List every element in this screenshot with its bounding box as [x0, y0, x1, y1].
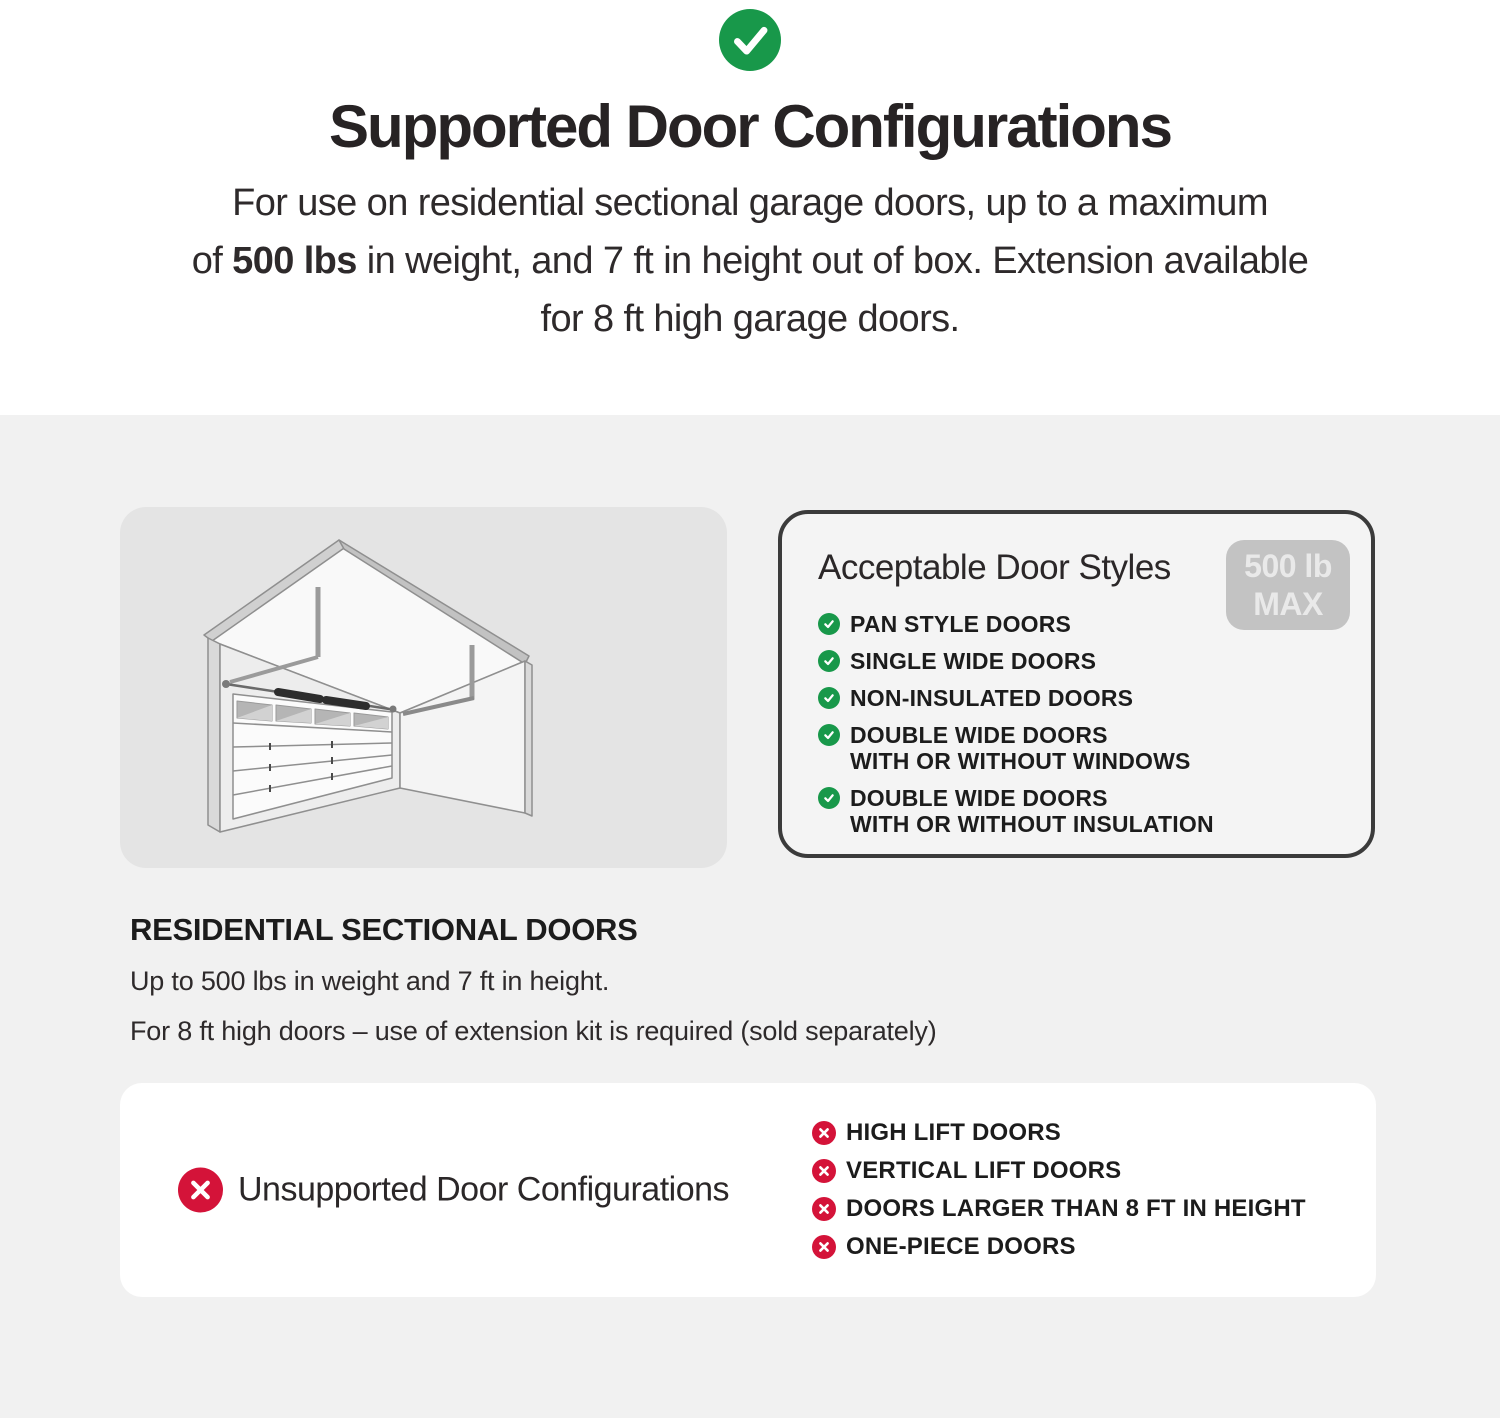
residential-spec-line: Up to 500 lbs in weight and 7 ft in height.	[130, 966, 610, 996]
unsupported-title: Unsupported Door Configurations	[238, 1170, 730, 1209]
right-wall-edge	[525, 661, 532, 816]
residential-extension-line: For 8 ft high doors – use of extension kit is required (sold separately)	[130, 1016, 937, 1046]
acceptable-door-styles-card	[778, 510, 1375, 858]
intro-line-2	[0, 232, 1500, 290]
unsupported-header	[178, 1168, 729, 1213]
max-weight-label: MAX	[1253, 586, 1323, 622]
unsupported-list	[812, 1119, 1306, 1261]
item-label: PAN STYLE DOORS	[850, 611, 1072, 637]
acceptable-list	[818, 611, 1214, 848]
list-item	[812, 1119, 1306, 1147]
item-label: DOUBLE WIDE DOORS	[850, 722, 1108, 748]
item-label: DOUBLE WIDE DOORS	[850, 785, 1108, 811]
details-section	[0, 415, 1500, 1418]
item-label: HIGH LIFT DOORS	[846, 1119, 1061, 1146]
max-weight-badge	[1226, 540, 1350, 630]
list-item	[812, 1233, 1306, 1261]
residential-title: RESIDENTIAL SECTIONAL DOORS	[130, 912, 638, 947]
garage-interior-illustration	[120, 507, 727, 868]
x-icon	[812, 1121, 836, 1145]
item-label-line-2: WITH OR WITHOUT WINDOWS	[850, 748, 1191, 774]
list-item	[818, 785, 1214, 837]
checkmark-glyph	[719, 9, 781, 71]
list-item	[818, 685, 1214, 711]
header-section	[0, 0, 1500, 415]
x-icon	[812, 1235, 836, 1259]
x-icon	[812, 1159, 836, 1183]
garage-structure	[204, 540, 532, 832]
bracket-left	[222, 680, 230, 688]
unsupported-configurations-card	[120, 1083, 1376, 1297]
check-icon	[818, 724, 840, 746]
x-circle-icon	[178, 1168, 223, 1213]
check-icon	[818, 613, 840, 635]
max-weight-value: 500 lb	[1244, 548, 1332, 584]
item-label: SINGLE WIDE DOORS	[850, 648, 1097, 674]
list-item	[818, 648, 1214, 674]
intro-line-2-before: of	[191, 240, 233, 282]
list-item	[812, 1195, 1306, 1223]
x-icon	[812, 1197, 836, 1221]
garage-illustration-card	[120, 507, 727, 868]
check-circle-icon	[719, 9, 781, 71]
intro-line-3: for 8 ft high garage doors.	[540, 298, 960, 340]
left-wall-edge	[208, 638, 220, 832]
intro-weight-limit: 500 lbs	[232, 240, 357, 282]
item-label: VERTICAL LIFT DOORS	[846, 1157, 1122, 1184]
item-label-line-2: WITH OR WITHOUT INSULATION	[850, 811, 1214, 837]
bracket-right	[390, 706, 397, 713]
check-icon	[818, 687, 840, 709]
acceptable-title: Acceptable Door Styles	[818, 548, 1171, 587]
list-item	[818, 611, 1214, 637]
intro-text	[0, 174, 1500, 348]
intro-line-2-after: in weight, and 7 ft in height out of box. Extension available	[356, 240, 1309, 282]
list-item	[812, 1157, 1306, 1185]
check-icon	[818, 650, 840, 672]
page-title: Supported Door Configurations	[329, 93, 1171, 160]
residential-sectional-block	[130, 912, 1230, 1047]
item-label: NON-INSULATED DOORS	[850, 685, 1134, 711]
check-icon	[818, 787, 840, 809]
list-item	[818, 722, 1214, 774]
item-label: DOORS LARGER THAN 8 FT IN HEIGHT	[846, 1195, 1306, 1222]
item-label: ONE-PIECE DOORS	[846, 1233, 1076, 1260]
intro-line-1: For use on residential sectional garage doors, up to a maximum	[232, 182, 1268, 224]
